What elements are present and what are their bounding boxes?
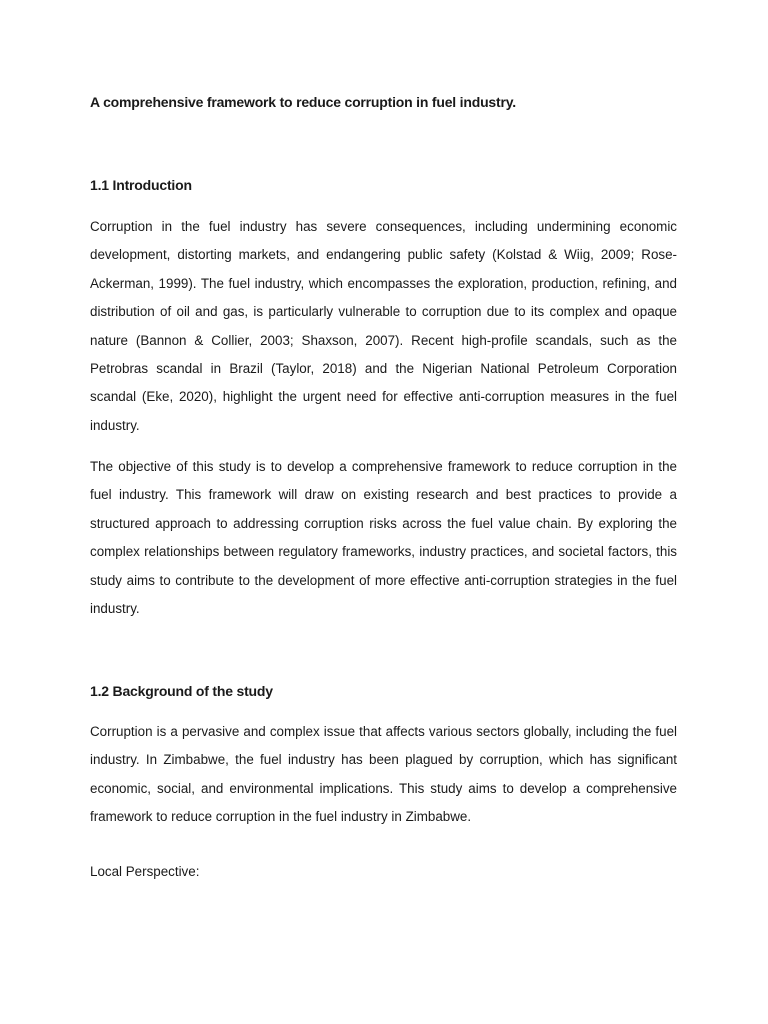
background-paragraph-1: Corruption is a pervasive and complex issue that affects various sectors globally, including the fuel industry. In Zimbabwe, the fuel industry has been plagued by corruption, which has significant economic, social, and environmental implications. This study aims to develop a comprehensive framework to reduce corruption in the fuel industry in Zimbabwe. bbox=[90, 724, 677, 825]
introduction-paragraph-2: The objective of this study is to develop a comprehensive framework to reduce corruption in the fuel industry. This framework will draw on existing research and best practices to provide a structured approach to addressing corruption risks across the fuel value chain. By exploring the complex relationships between regulatory frameworks, industry practices, and societal factors, this study aims to contribute to the development of more effective anti-corruption strategies in the fuel industry. bbox=[90, 459, 677, 617]
local-perspective-label: Local Perspective: bbox=[90, 864, 200, 879]
introduction-paragraph-1: Corruption in the fuel industry has severe consequences, including undermining economic development, distorting markets, and endangering public safety (Kolstad & Wiig, 2009; Rose-Ackerman, 1999). The fuel industry, which encompasses the exploration, production, refining, and distribution of oil and gas, is particularly vulnerable to corruption due to its complex and opaque nature (Bannon & Collier, 2003; Shaxson, 2007). Recent high-profile scandals, such as the Petrobras scandal in Brazil (Taylor, 2018) and the Nigerian National Petroleum Corporation scandal (Eke, 2020), highlight the urgent need for effective anti-corruption measures in the fuel industry. bbox=[90, 219, 677, 433]
section-heading-introduction: 1.1 Introduction bbox=[90, 177, 192, 193]
section-heading-background: 1.2 Background of the study bbox=[90, 683, 273, 699]
document-title: A comprehensive framework to reduce corruption in fuel industry. bbox=[90, 94, 516, 110]
